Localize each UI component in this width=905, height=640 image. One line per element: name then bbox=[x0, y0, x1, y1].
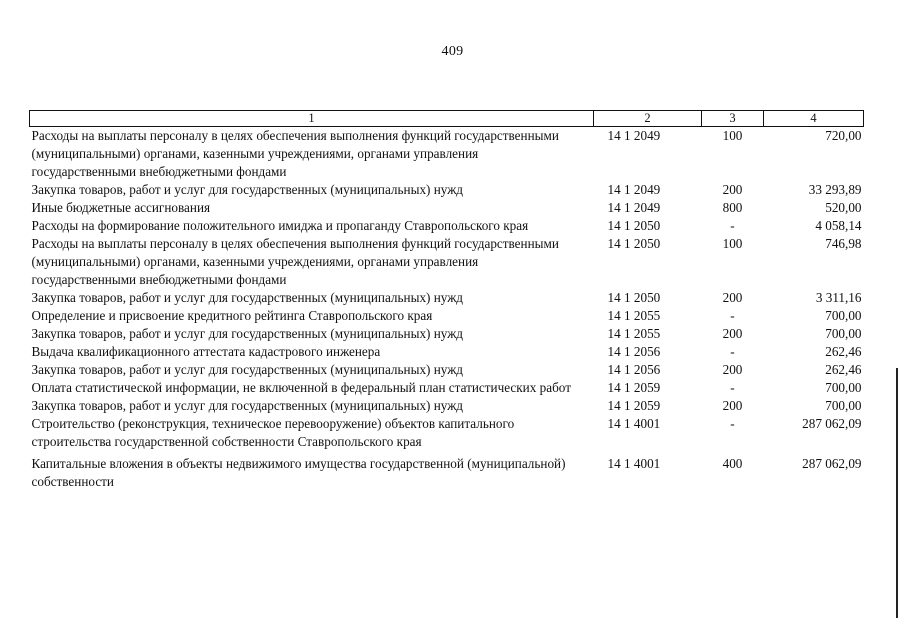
row-type: - bbox=[730, 218, 735, 233]
row-code: 14 1 2056 bbox=[607, 362, 661, 377]
row-sum: 700,00 bbox=[825, 308, 862, 323]
table-row bbox=[30, 217, 864, 235]
header-col-sum: 4 bbox=[764, 111, 864, 127]
row-code: 14 1 2050 bbox=[607, 290, 661, 305]
table-row bbox=[30, 361, 864, 379]
row-name: Расходы на формирование положительного имиджа и пропаганду Ставропольского края bbox=[31, 218, 529, 233]
row-name: Закупка товаров, работ и услуг для государственных (муниципальных) нужд bbox=[31, 290, 464, 305]
row-name: Закупка товаров, работ и услуг для государственных (муниципальных) нужд bbox=[31, 398, 464, 413]
budget-table bbox=[29, 110, 864, 491]
row-type: - bbox=[730, 416, 735, 431]
row-sum: 720,00 bbox=[825, 128, 862, 143]
row-name: Выдача квалификационного аттестата кадастрового инженера bbox=[31, 344, 381, 359]
table-row bbox=[30, 307, 864, 325]
row-type: 200 bbox=[722, 398, 743, 413]
row-name: Оплата статистической информации, не включенной в федеральный план статистических работ bbox=[31, 380, 571, 395]
row-code: 14 1 4001 bbox=[607, 456, 661, 471]
header-col-name: 1 bbox=[30, 111, 594, 127]
row-sum: 3 311,16 bbox=[815, 290, 862, 305]
scan-edge-line bbox=[896, 368, 898, 618]
row-code: 14 1 2059 bbox=[607, 398, 661, 413]
table-row bbox=[30, 455, 864, 491]
row-name: Закупка товаров, работ и услуг для государственных (муниципальных) нужд bbox=[31, 362, 464, 377]
row-sum: 262,46 bbox=[825, 362, 862, 377]
row-sum: 33 293,89 bbox=[808, 182, 862, 197]
row-name: Расходы на выплаты персоналу в целях обеспечения выполнения функций государственными (муниципальными) органами, казенными учреждениями, органами управления государственными внебюджетными фондами bbox=[31, 128, 559, 179]
row-type: 100 bbox=[722, 128, 743, 143]
row-type: - bbox=[730, 308, 735, 323]
header-col-code: 2 bbox=[594, 111, 702, 127]
row-name: Закупка товаров, работ и услуг для государственных (муниципальных) нужд bbox=[31, 326, 464, 341]
row-code: 14 1 4001 bbox=[607, 416, 661, 431]
row-sum: 520,00 bbox=[825, 200, 862, 215]
row-code: 14 1 2050 bbox=[607, 236, 661, 251]
row-type: - bbox=[730, 344, 735, 359]
row-code: 14 1 2049 bbox=[607, 128, 661, 143]
table-row bbox=[30, 289, 864, 307]
row-sum: 262,46 bbox=[825, 344, 862, 359]
row-code: 14 1 2055 bbox=[607, 308, 661, 323]
row-type: 400 bbox=[722, 456, 743, 471]
row-sum: 700,00 bbox=[825, 326, 862, 341]
table-row bbox=[30, 379, 864, 397]
row-code: 14 1 2055 bbox=[607, 326, 661, 341]
table-row bbox=[30, 415, 864, 455]
header-col-type: 3 bbox=[702, 111, 764, 127]
row-name: Закупка товаров, работ и услуг для государственных (муниципальных) нужд bbox=[31, 182, 464, 197]
row-sum: 287 062,09 bbox=[802, 416, 862, 431]
row-type: 200 bbox=[722, 182, 743, 197]
row-name: Капитальные вложения в объекты недвижимого имущества государственной (муниципальной) собственности bbox=[31, 456, 566, 489]
row-sum: 746,98 bbox=[825, 236, 862, 251]
row-sum: 700,00 bbox=[825, 398, 862, 413]
row-code: 14 1 2049 bbox=[607, 182, 661, 197]
row-code: 14 1 2056 bbox=[607, 344, 661, 359]
page-number: 409 bbox=[441, 44, 464, 59]
row-name: Расходы на выплаты персоналу в целях обеспечения выполнения функций государственными (муниципальными) органами, казенными учреждениями, органами управления государственными внебюджетными фондами bbox=[31, 236, 559, 287]
row-sum: 287 062,09 bbox=[802, 456, 862, 471]
table-row bbox=[30, 127, 864, 182]
row-type: 100 bbox=[722, 236, 743, 251]
row-type: 800 bbox=[722, 200, 743, 215]
row-name: Строительство (реконструкция, техническое перевооружение) объектов капитального строительства государственной собственности Ставропольского края bbox=[31, 416, 515, 449]
table-row bbox=[30, 397, 864, 415]
table-row bbox=[30, 343, 864, 361]
row-sum: 4 058,14 bbox=[815, 218, 862, 233]
table-row bbox=[30, 235, 864, 289]
row-code: 14 1 2050 bbox=[607, 218, 661, 233]
row-name: Иные бюджетные ассигнования bbox=[31, 200, 211, 215]
row-type: 200 bbox=[722, 290, 743, 305]
row-type: - bbox=[730, 380, 735, 395]
row-code: 14 1 2059 bbox=[607, 380, 661, 395]
table-row bbox=[30, 199, 864, 217]
row-name: Определение и присвоение кредитного рейтинга Ставропольского края bbox=[31, 308, 433, 323]
table-row bbox=[30, 325, 864, 343]
row-type: 200 bbox=[722, 362, 743, 377]
table-header-row bbox=[30, 111, 864, 127]
row-type: 200 bbox=[722, 326, 743, 341]
row-sum: 700,00 bbox=[825, 380, 862, 395]
row-code: 14 1 2049 bbox=[607, 200, 661, 215]
table-row bbox=[30, 181, 864, 199]
